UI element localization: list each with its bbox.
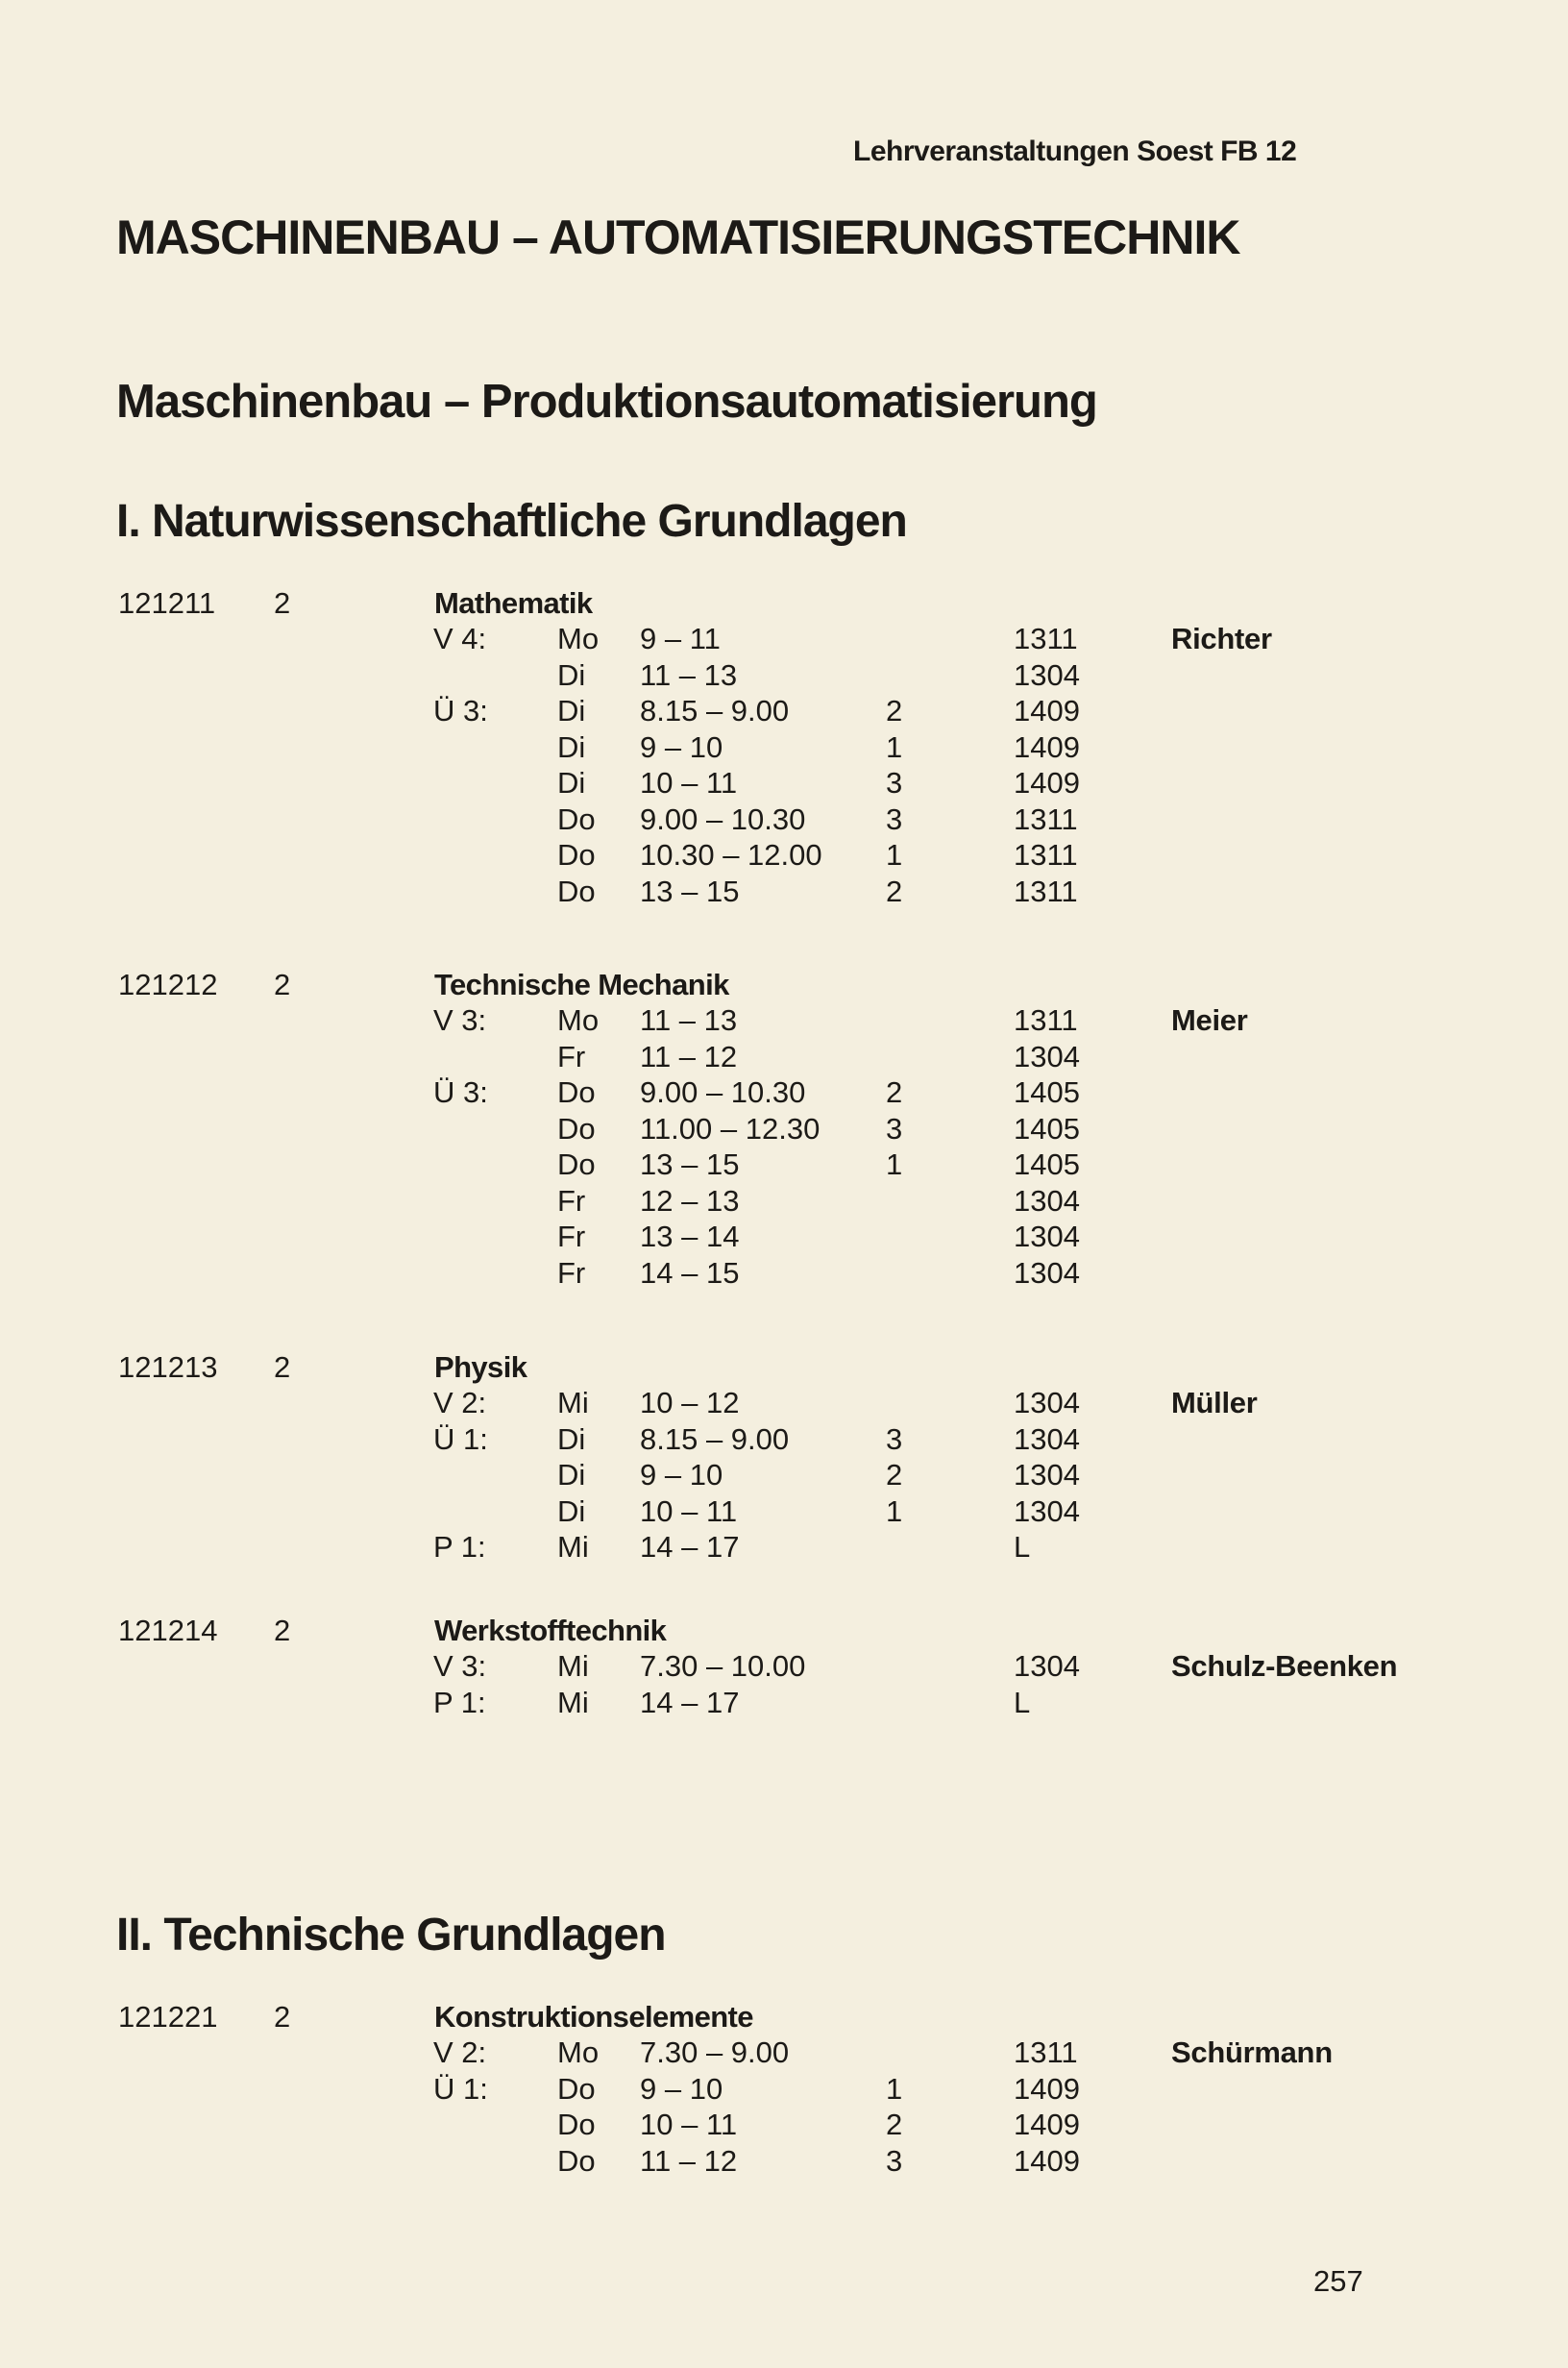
session-group: 3	[886, 802, 903, 836]
course-lecturer: Richter	[1171, 622, 1272, 655]
session-group: 3	[886, 1421, 903, 1456]
session-room: 1409	[1014, 2071, 1080, 2106]
session-room: 1304	[1014, 1255, 1080, 1290]
session-day: Do	[557, 2143, 596, 2178]
schedule-row	[0, 1457, 1568, 1493]
schedule-row	[0, 1039, 1568, 1075]
schedule-row	[0, 837, 1568, 874]
schedule-row	[0, 1002, 1568, 1039]
course-semester: 2	[274, 2000, 291, 2034]
course-title: Werkstofftechnik	[434, 1614, 667, 1647]
session-time: 8.15 – 9.00	[640, 1421, 790, 1456]
session-type: V 2:	[433, 1386, 487, 1419]
session-day: Do	[557, 1075, 596, 1109]
session-room: 1405	[1014, 1075, 1080, 1109]
schedule-rows	[0, 1648, 1568, 1720]
session-day: Do	[557, 1147, 596, 1181]
session-room: 1409	[1014, 2143, 1080, 2178]
session-group: 2	[886, 1458, 903, 1492]
running-head: Lehrveranstaltungen Soest FB 12	[853, 136, 1297, 167]
session-room: 1304	[1014, 1183, 1080, 1218]
session-room: 1304	[1014, 657, 1080, 692]
session-day: Do	[557, 1111, 596, 1146]
session-time: 13 – 15	[640, 1147, 740, 1181]
session-time: 8.15 – 9.00	[640, 694, 790, 728]
schedule-row	[0, 802, 1568, 838]
session-room: 1405	[1014, 1111, 1080, 1146]
session-day: Do	[557, 2108, 596, 2141]
schedule-row	[0, 1219, 1568, 1255]
session-time: 7.30 – 9.00	[640, 2035, 790, 2069]
session-time: 9.00 – 10.30	[640, 802, 806, 836]
session-room: 1311	[1014, 1003, 1078, 1037]
course-title: Mathematik	[434, 586, 593, 620]
course-title: Physik	[434, 1350, 527, 1384]
session-room: 1304	[1014, 1220, 1080, 1253]
session-time: 10.30 – 12.00	[640, 838, 822, 872]
course-lecturer: Meier	[1171, 1003, 1248, 1037]
course-semester: 2	[274, 968, 291, 1001]
session-room: 1409	[1014, 729, 1080, 764]
session-room: 1311	[1014, 802, 1078, 836]
schedule-row	[0, 1074, 1568, 1111]
session-type: Ü 1:	[433, 2071, 488, 2106]
schedule-row	[0, 1685, 1568, 1721]
session-day: Fr	[557, 1255, 586, 1290]
schedule-rows	[0, 621, 1568, 909]
session-group: 3	[886, 1111, 903, 1146]
sub-title: Maschinenbau – Produktionsautomatisierung	[116, 376, 1097, 428]
session-day: Di	[557, 729, 586, 764]
session-room: 1304	[1014, 1458, 1080, 1492]
schedule-row	[0, 2143, 1568, 2180]
course-number: 121213	[118, 1350, 218, 1384]
session-group: 1	[886, 729, 903, 764]
session-time: 12 – 13	[640, 1183, 740, 1218]
session-room: 1409	[1014, 694, 1080, 728]
session-type: V 3:	[433, 1003, 487, 1037]
course-number: 121212	[118, 968, 218, 1001]
session-type: V 3:	[433, 1649, 487, 1683]
schedule-rows	[0, 1385, 1568, 1566]
session-type: V 2:	[433, 2035, 487, 2069]
session-day: Mi	[557, 1649, 589, 1683]
schedule-row	[0, 874, 1568, 910]
section-heading: II. Technische Grundlagen	[116, 1910, 666, 1961]
session-time: 10 – 11	[640, 1493, 738, 1528]
schedule-row	[0, 2071, 1568, 2108]
session-group: 1	[886, 2071, 903, 2106]
page-number: 257	[1313, 2264, 1363, 2298]
course-number: 121211	[118, 586, 216, 620]
course-title: Konstruktionselemente	[434, 2000, 753, 2034]
session-type: P 1:	[433, 1530, 486, 1564]
session-day: Di	[557, 1493, 586, 1528]
session-day: Fr	[557, 1183, 586, 1218]
session-time: 13 – 15	[640, 874, 740, 908]
course-semester: 2	[274, 1350, 291, 1384]
session-day: Mo	[557, 622, 600, 655]
schedule-row	[0, 657, 1568, 694]
session-day: Mo	[557, 1003, 600, 1037]
session-time: 9.00 – 10.30	[640, 1075, 806, 1109]
session-day: Mi	[557, 1685, 589, 1719]
course-number: 121221	[118, 2000, 218, 2034]
session-room: 1311	[1014, 874, 1078, 908]
schedule-row	[0, 693, 1568, 729]
session-time: 11 – 13	[640, 657, 738, 692]
session-day: Do	[557, 838, 596, 872]
session-group: 3	[886, 766, 903, 800]
session-group: 2	[886, 1075, 903, 1109]
session-room: 1405	[1014, 1147, 1080, 1181]
session-group: 1	[886, 838, 903, 872]
session-time: 11.00 – 12.30	[640, 1111, 821, 1146]
session-time: 9 – 11	[640, 622, 721, 655]
schedule-rows	[0, 2035, 1568, 2179]
course-lecturer: Schürmann	[1171, 2035, 1333, 2069]
session-group: 2	[886, 2108, 903, 2141]
course-lecturer: Schulz-Beenken	[1171, 1649, 1398, 1683]
schedule-row	[0, 765, 1568, 802]
course-title: Technische Mechanik	[434, 968, 729, 1001]
schedule-row	[0, 1183, 1568, 1220]
session-type: Ü 1:	[433, 1421, 488, 1456]
session-day: Di	[557, 1421, 586, 1456]
schedule-row	[0, 621, 1568, 657]
session-day: Mi	[557, 1386, 589, 1419]
main-title: MASCHINENBAU – AUTOMATISIERUNGSTECHNIK	[116, 210, 1240, 264]
session-time: 13 – 14	[640, 1220, 740, 1253]
session-time: 14 – 15	[640, 1255, 740, 1290]
course-semester: 2	[274, 1614, 291, 1647]
session-type: V 4:	[433, 622, 487, 655]
course-lecturer: Müller	[1171, 1386, 1258, 1419]
schedule-rows	[0, 1002, 1568, 1291]
schedule-row	[0, 2035, 1568, 2071]
schedule-row	[0, 1421, 1568, 1458]
session-room: 1304	[1014, 1493, 1080, 1528]
session-day: Mi	[557, 1530, 589, 1564]
session-time: 11 – 12	[640, 1039, 738, 1073]
session-room: 1311	[1014, 838, 1078, 872]
session-room: 1304	[1014, 1039, 1080, 1073]
session-day: Di	[557, 694, 586, 728]
schedule-row	[0, 1385, 1568, 1421]
session-type: Ü 3:	[433, 1075, 488, 1109]
schedule-row	[0, 1255, 1568, 1292]
session-room: L	[1014, 1530, 1031, 1564]
session-time: 9 – 10	[640, 1458, 723, 1492]
schedule-row	[0, 1648, 1568, 1685]
session-time: 14 – 17	[640, 1685, 740, 1719]
schedule-row	[0, 2107, 1568, 2143]
session-day: Fr	[557, 1039, 586, 1073]
schedule-row	[0, 1111, 1568, 1147]
session-room: L	[1014, 1685, 1031, 1719]
session-room: 1409	[1014, 766, 1080, 800]
session-type: Ü 3:	[433, 694, 488, 728]
session-time: 7.30 – 10.00	[640, 1649, 806, 1683]
session-room: 1304	[1014, 1421, 1080, 1456]
schedule-row	[0, 729, 1568, 766]
session-group: 1	[886, 1493, 903, 1528]
schedule-row	[0, 1147, 1568, 1183]
session-room: 1409	[1014, 2108, 1080, 2141]
section-heading: I. Naturwissenschaftliche Grundlagen	[116, 496, 907, 547]
session-day: Di	[557, 1458, 586, 1492]
session-day: Fr	[557, 1220, 586, 1253]
session-day: Do	[557, 874, 596, 908]
session-room: 1311	[1014, 622, 1078, 655]
session-time: 11 – 12	[640, 2143, 738, 2178]
session-room: 1304	[1014, 1386, 1080, 1419]
session-time: 9 – 10	[640, 729, 723, 764]
schedule-row	[0, 1493, 1568, 1530]
course-semester: 2	[274, 586, 291, 620]
session-time: 10 – 11	[640, 766, 738, 800]
session-group: 2	[886, 874, 903, 908]
session-day: Do	[557, 802, 596, 836]
session-room: 1304	[1014, 1649, 1080, 1683]
session-type: P 1:	[433, 1685, 486, 1719]
session-time: 14 – 17	[640, 1530, 740, 1564]
schedule-row	[0, 1529, 1568, 1566]
session-day: Di	[557, 657, 586, 692]
session-time: 11 – 13	[640, 1003, 738, 1037]
session-day: Do	[557, 2071, 596, 2106]
session-day: Mo	[557, 2035, 600, 2069]
session-group: 1	[886, 1147, 903, 1181]
session-time: 10 – 12	[640, 1386, 740, 1419]
session-time: 10 – 11	[640, 2108, 738, 2141]
course-number: 121214	[118, 1614, 218, 1647]
session-room: 1311	[1014, 2035, 1078, 2069]
session-group: 2	[886, 694, 903, 728]
session-group: 3	[886, 2143, 903, 2178]
session-time: 9 – 10	[640, 2071, 723, 2106]
session-day: Di	[557, 766, 586, 800]
